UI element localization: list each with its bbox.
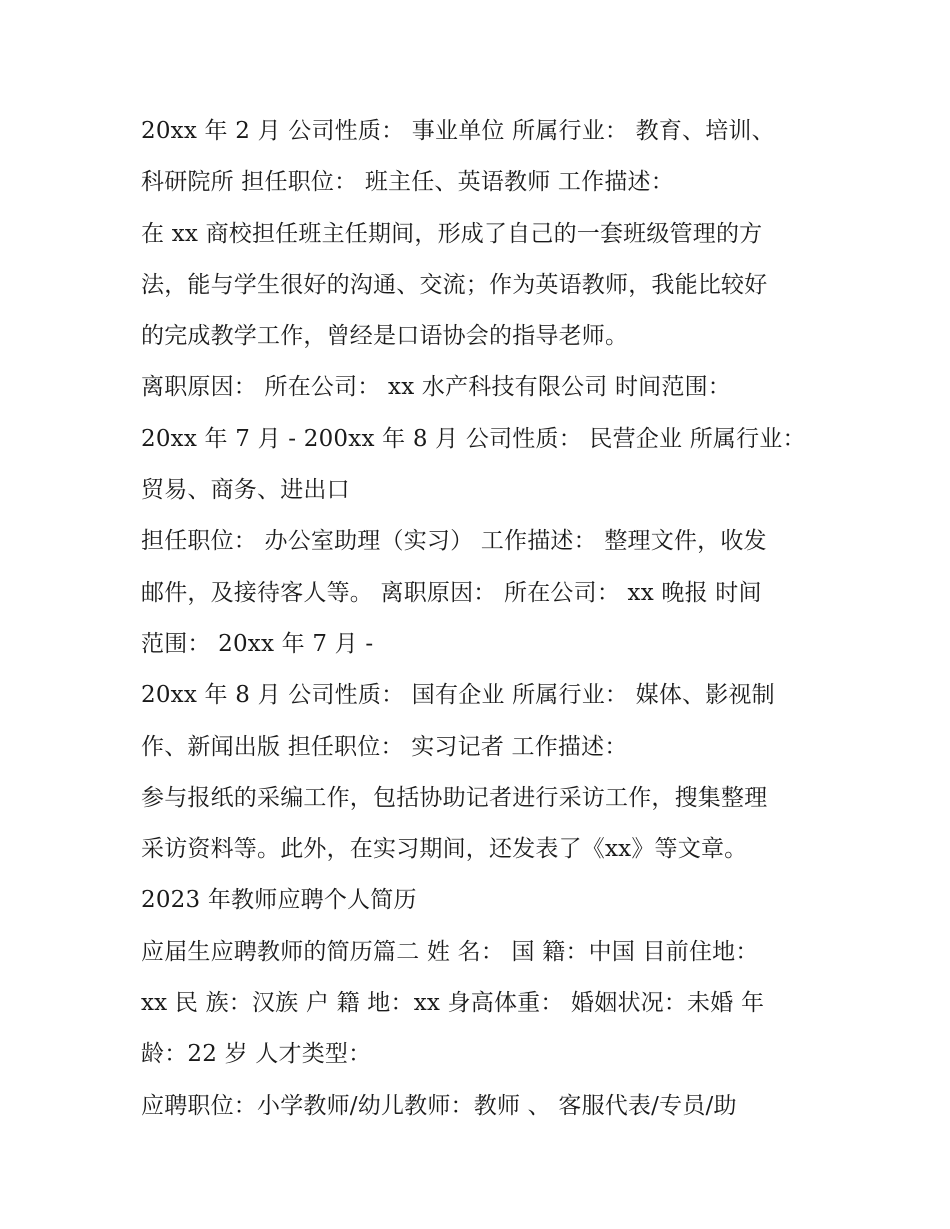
- text-line: xx 民 族：汉族 户 籍 地：xx 身高体重： 婚姻状况：未婚 年: [141, 990, 765, 1017]
- text-line: 龄：22 岁 人才类型：: [141, 1041, 372, 1068]
- text-line: 法，能与学生很好的沟通、交流；作为英语教师，我能比较好: [141, 271, 768, 298]
- text-line: 20xx 年 7 月 - 200xx 年 8 月 公司性质： 民营企业 所属行业：: [141, 425, 806, 452]
- document-body: [141, 106, 841, 1132]
- text-line: 离职原因： 所在公司： xx 水产科技有限公司 时间范围：: [141, 374, 731, 401]
- text-line: 科研院所 担任职位： 班主任、英语教师 工作描述：: [141, 169, 674, 196]
- section-heading: 2023 年教师应聘个人简历: [141, 887, 417, 914]
- text-line: 应届生应聘教师的简历篇二 姓 名： 国 籍：中国 目前住地：: [141, 938, 759, 965]
- text-line: 邮件，及接待客人等。 离职原因： 所在公司： xx 晚报 时间: [141, 579, 762, 606]
- text-line: 在 xx 商校担任班主任期间，形成了自己的一套班级管理的方: [141, 220, 763, 247]
- text-line: 担任职位： 办公室助理（实习） 工作描述： 整理文件，收发: [141, 528, 767, 555]
- text-line: 20xx 年 8 月 公司性质： 国有企业 所属行业： 媒体、影视制: [141, 682, 775, 709]
- text-line: 的完成教学工作，曾经是口语协会的指导老师。: [141, 323, 629, 350]
- text-line: 贸易、商务、进出口: [141, 477, 350, 504]
- text-line: 参与报纸的采编工作，包括协助记者进行采访工作，搜集整理: [141, 784, 768, 811]
- text-line: 范围： 20xx 年 7 月 -: [141, 630, 374, 657]
- text-line: 采访资料等。此外，在实习期间，还发表了《xx》等文章。: [141, 836, 748, 863]
- text-line: 应聘职位：小学教师/幼儿教师：教师 、 客服代表/专员/助: [141, 1092, 737, 1119]
- text-line: 20xx 年 2 月 公司性质： 事业单位 所属行业： 教育、培训、: [141, 118, 775, 144]
- text-line: 作、新闻出版 担任职位： 实习记者 工作描述：: [141, 733, 628, 760]
